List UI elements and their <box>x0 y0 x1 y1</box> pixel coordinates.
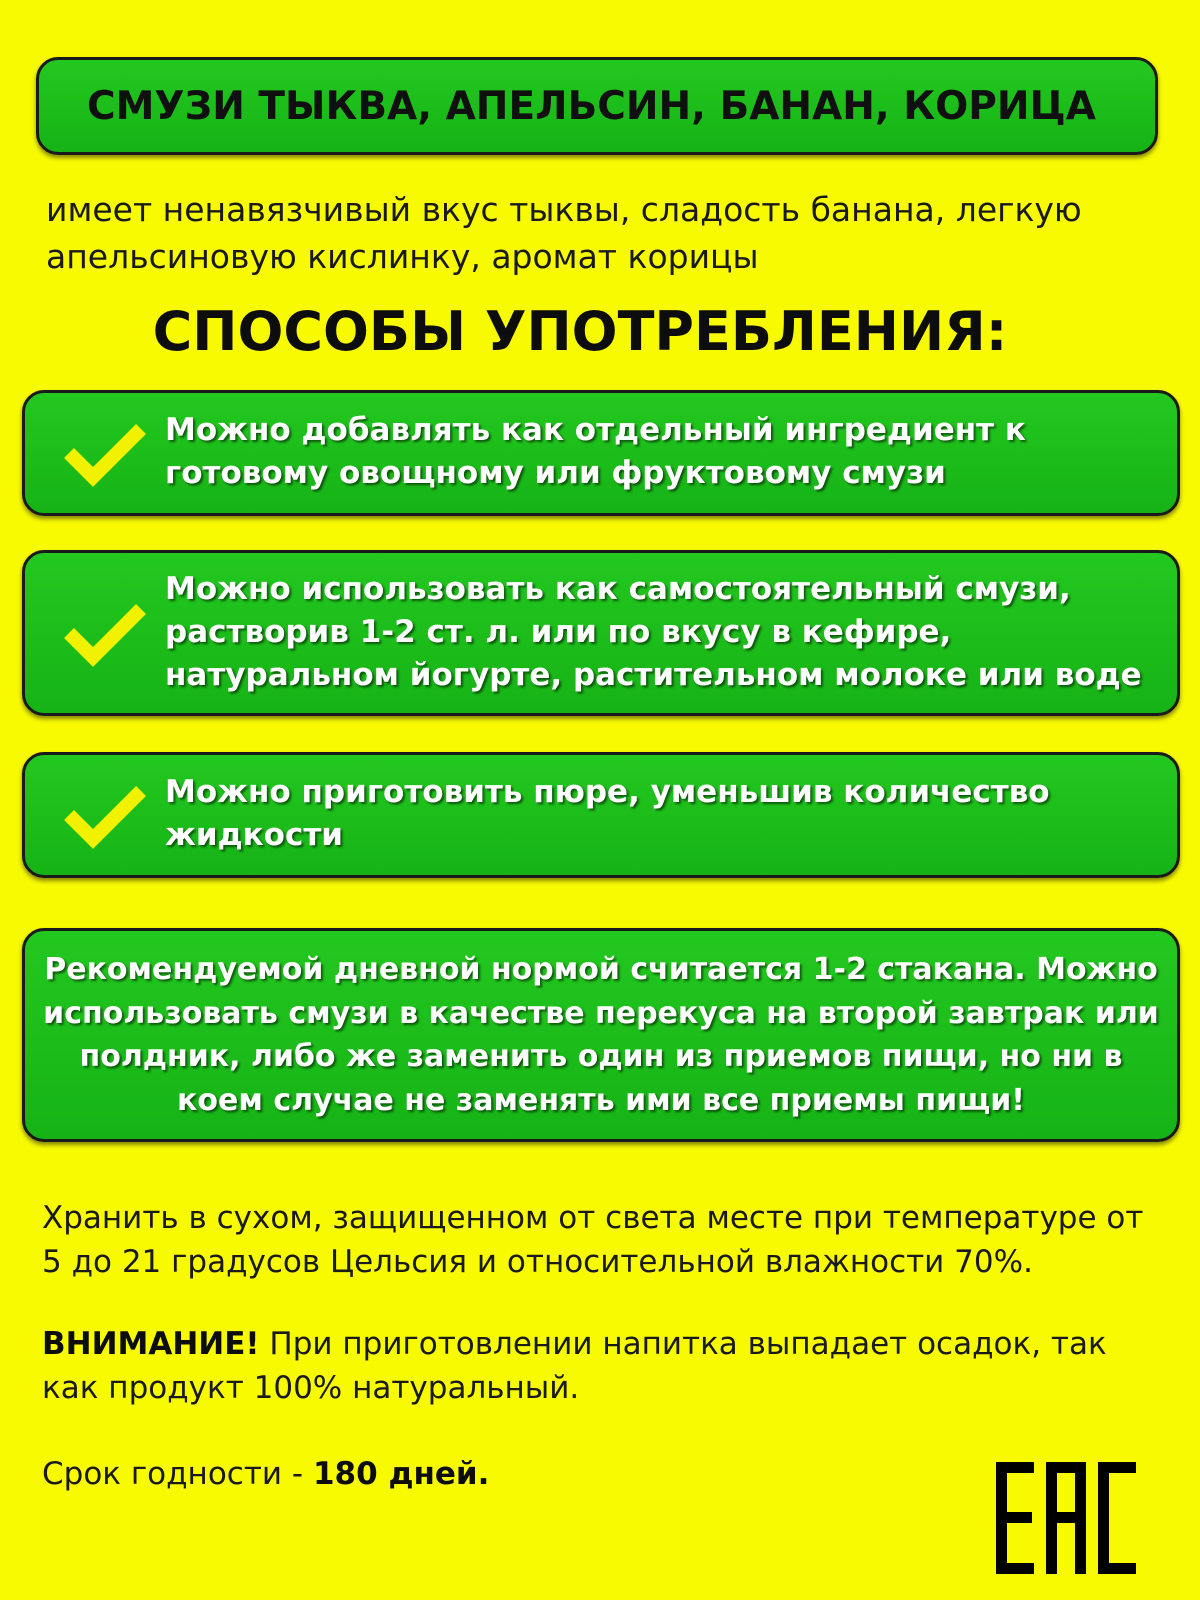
recommendation-text: Рекомендуемой дневной нормой считается 1-2 стакана. Можно использовать смузи в качестве перекуса на второй завтрак или полдник, либо же заменить один из приемов пищи, но ни в коем случае не заменять ими все приемы пищи! <box>43 952 1159 1118</box>
warning-text: При приготовлении напитка выпадает осадок, так как продукт 100% натуральный. <box>42 1326 1107 1406</box>
taste-description: имеет ненавязчивый вкус тыквы, сладость банана, легкую апельсиновую кислинку, аромат корицы <box>46 190 1082 276</box>
eac-certification-logo <box>996 1462 1136 1574</box>
check-icon <box>61 783 147 849</box>
warning-note <box>42 1322 1162 1410</box>
product-title: СМУЗИ ТЫКВА, АПЕЛЬСИН, БАНАН, КОРИЦА <box>87 83 1096 129</box>
usage-heading: СПОСОБЫ УПОТРЕБЛЕНИЯ: <box>152 300 1008 363</box>
recommendation-box <box>22 928 1180 1142</box>
usage-item-text: Можно использовать как самостоятельный смузи, растворив 1-2 ст. л. или по вкусу в кефире, натуральном йогурте, растительном молоке или воде <box>165 571 1142 693</box>
shelf-life-label: Срок годности - <box>42 1456 313 1492</box>
usage-item-text: Можно приготовить пюре, уменьшив количество жидкости <box>165 774 1050 853</box>
warning-label: ВНИМАНИЕ! <box>42 1326 260 1362</box>
title-banner <box>36 57 1158 155</box>
shelf-life-value: 180 дней. <box>312 1456 490 1492</box>
check-icon <box>61 601 147 667</box>
check-icon <box>61 421 147 487</box>
usage-item-text: Можно добавлять как отдельный ингредиент к готовому овощному или фруктовому смузи <box>165 412 1026 491</box>
shelf-life <box>42 1452 1162 1496</box>
usage-item <box>22 550 1180 716</box>
storage-conditions: Хранить в сухом, защищенном от света месте при температуре от 5 до 21 градусов Цельсия и относительной влажности 70%. <box>42 1200 1144 1280</box>
usage-item <box>22 752 1180 878</box>
usage-item <box>22 390 1180 516</box>
